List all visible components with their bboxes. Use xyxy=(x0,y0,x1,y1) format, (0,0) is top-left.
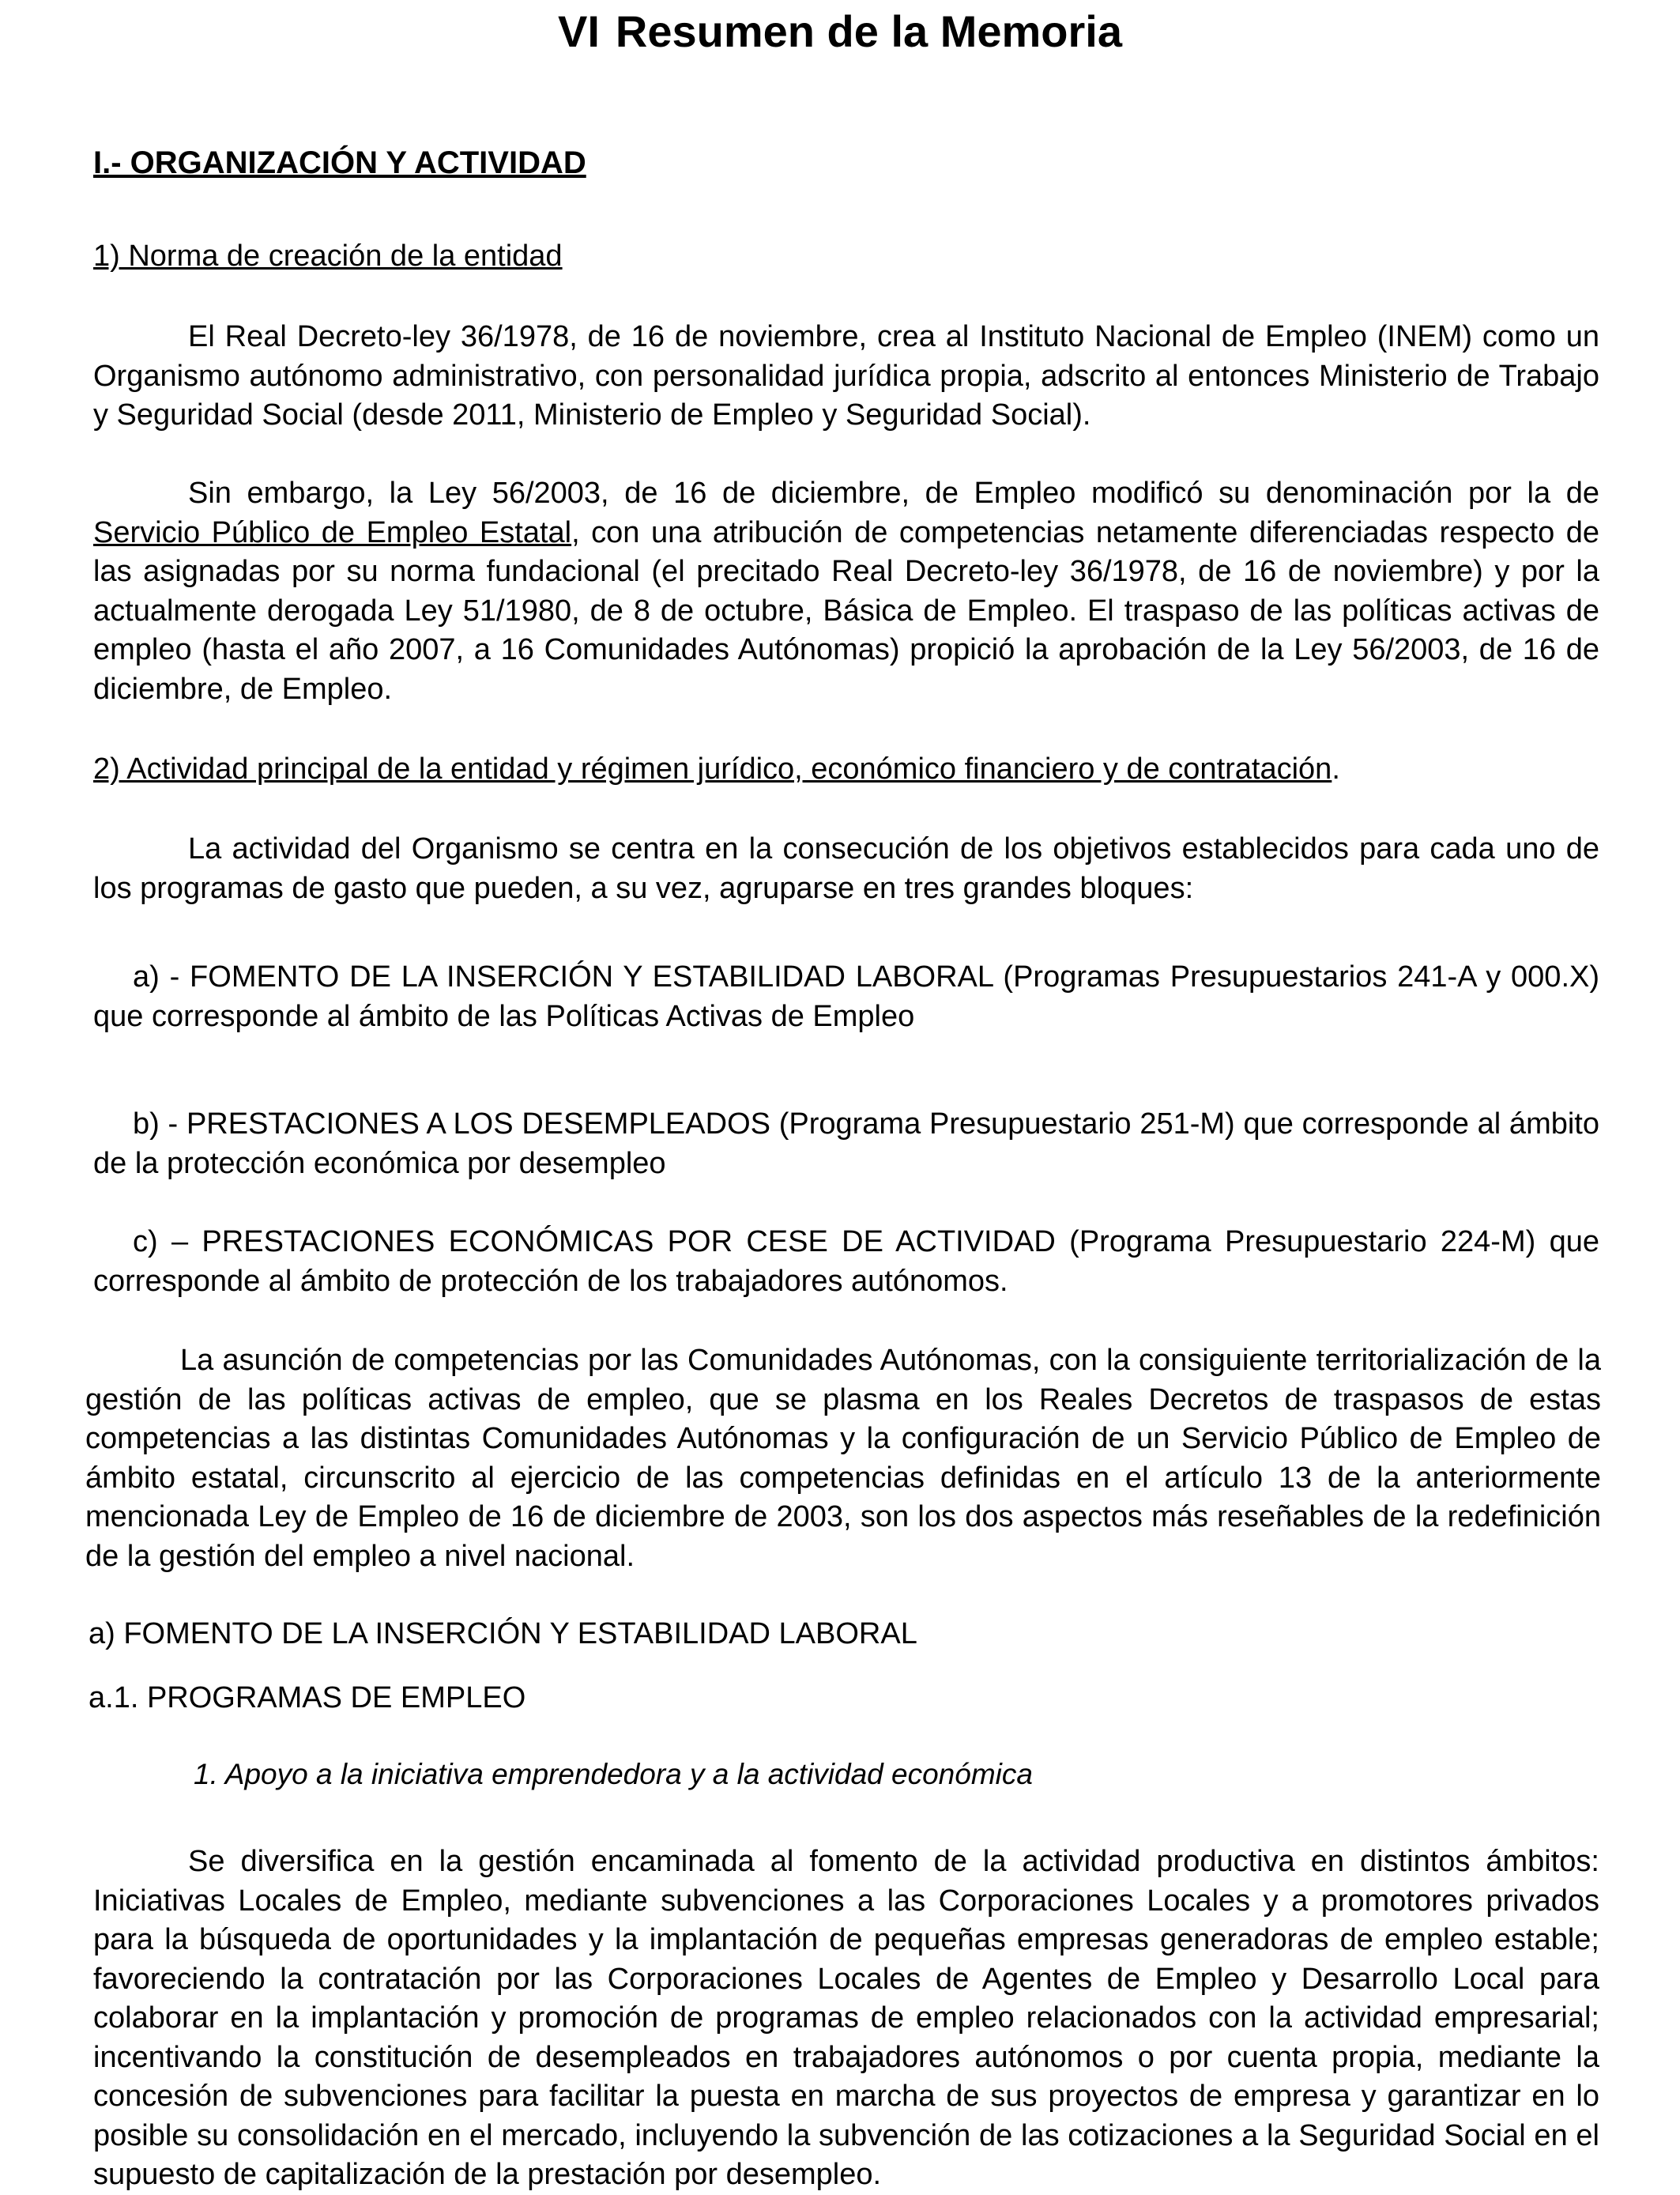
heading-a1-1: 1. Apoyo a la iniciativa emprendedora y a la actividad económica xyxy=(194,1758,1033,1790)
paragraph-3: La actividad del Organismo se centra en la consecución de los objetivos establecidos para cada uno de los programas de gasto que pueden, a su vez, agruparse en tres grandes bloques: xyxy=(93,832,1599,905)
page-title xyxy=(0,6,1680,57)
paragraph-2 xyxy=(93,474,1599,709)
title-text: Resumen de la Memoria xyxy=(615,6,1123,56)
paragraph-2-underlined: Servicio Público de Empleo Estatal xyxy=(93,515,572,549)
subsection-1-heading: 1) Norma de creación de la entidad xyxy=(93,239,563,273)
paragraph-2-start: Sin embargo, la Ley 56/2003, de 16 de diciembre, de Empleo modificó su denominación por la de xyxy=(188,477,1599,510)
list-item-c: c) – PRESTACIONES ECONÓMICAS POR CESE DE ACTIVIDAD (Programa Presupuestario 224-M) que corresponde al ámbito de protección de los trabajadores autónomos. xyxy=(93,1225,1599,1298)
subsection-2-period: . xyxy=(1332,752,1340,786)
heading-a1: a.1. PROGRAMAS DE EMPLEO xyxy=(89,1681,526,1714)
list-item-a: a) - FOMENTO DE LA INSERCIÓN Y ESTABILIDAD LABORAL (Programas Presupuestarios 241-A y 000.X) que corresponde al ámbito de las Políticas Activas de Empleo xyxy=(93,960,1599,1033)
subsection-2-heading xyxy=(93,750,1340,790)
subsection-2-text: 2) Actividad principal de la entidad y régimen jurídico, económico financiero y de contratación xyxy=(93,752,1332,786)
paragraph-2-end: , con una atribución de competencias netamente diferenciadas respecto de las asignadas por su norma fundacional (el precitado Real Decreto-ley 36/1978, de 16 de noviembre) y por la actualmente derogada Ley 51/1980, de 8 de octubre, Básica de Empleo. El traspaso de las políticas activas de empleo (hasta el año 2007, a 16 Comunidades Autónomas) propició la aprobación de la Ley 56/2003, de 16 de diciembre, de Empleo. xyxy=(93,515,1600,706)
heading-a: a) FOMENTO DE LA INSERCIÓN Y ESTABILIDAD LABORAL xyxy=(89,1617,917,1650)
list-item-b: b) - PRESTACIONES A LOS DESEMPLEADOS (Programa Presupuestario 251-M) que corresponde al ámbito de la protección económica por desempleo xyxy=(93,1107,1599,1180)
title-number: VI xyxy=(557,6,600,56)
paragraph-4: La asunción de competencias por las Comunidades Autónomas, con la consiguiente territorialización de la gestión de las políticas activas de empleo, que se plasma en los Reales Decretos de traspasos de estas competencias a las distintas Comunidades Autónomas y la configuración de un Servicio Público de Empleo de ámbito estatal, circunscrito al ejercicio de las competencias definidas en el artículo 13 de la anteriormente mencionada Ley de Empleo de 16 de diciembre de 2003, son los dos aspectos más reseñables de la redefinición de la gestión del empleo a nivel nacional. xyxy=(85,1344,1601,1573)
section-heading: I.- ORGANIZACIÓN Y ACTIVIDAD xyxy=(93,145,586,180)
paragraph-5: Se diversifica en la gestión encaminada al fomento de la actividad productiva en distintos ámbitos: Iniciativas Locales de Empleo, mediante subvenciones a las Corporaciones Locales y a promotores privados para la búsqueda de oportunidades y la implantación de pequeñas empresas generadoras de empleo estable; favoreciendo la contratación por las Corporaciones Locales de Agentes de Empleo y Desarrollo Local para colaborar en la implantación y promoción de programas de empleo relacionados con la actividad empresarial; incentivando la constitución de desempleados en trabajadores autónomos o por cuenta propia, mediante la concesión de subvenciones para facilitar la puesta en marcha de sus proyectos de empresa y garantizar en lo posible su consolidación en el mercado, incluyendo la subvención de las cotizaciones a la Seguridad Social en el supuesto de capitalización de la prestación por desempleo. xyxy=(93,1845,1599,2191)
paragraph-1: El Real Decreto-ley 36/1978, de 16 de noviembre, crea al Instituto Nacional de Empleo (INEM) como un Organismo autónomo administrativo, con personalidad jurídica propia, adscrito al entonces Ministerio de Trabajo y Seguridad Social (desde 2011, Ministerio de Empleo y Seguridad Social). xyxy=(93,320,1599,432)
